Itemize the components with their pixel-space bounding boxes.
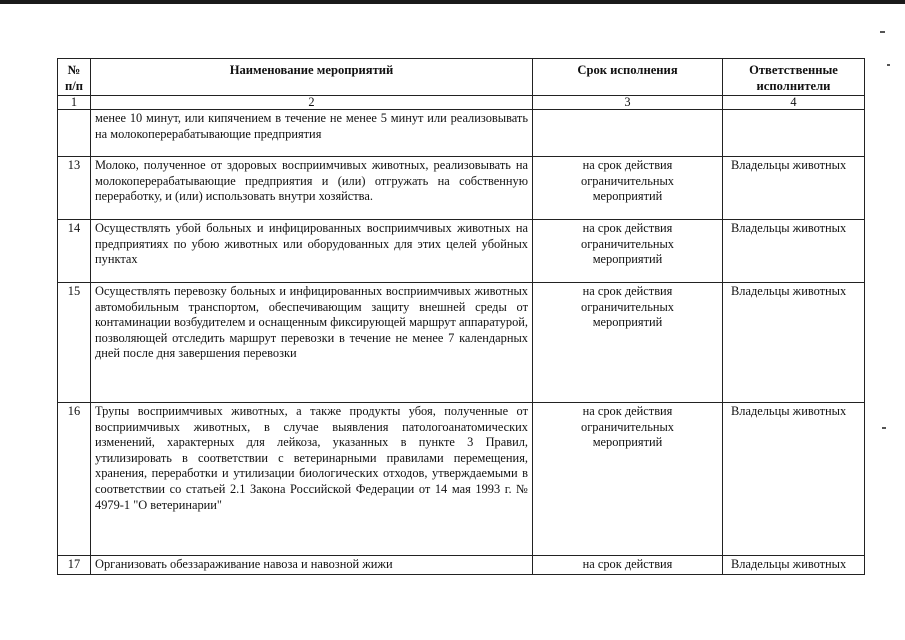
row-name: Молоко, полученное от здоровых восприимчивых животных, реализовывать на молокоперерабатывающие предприятия и (или) отгружать на собственную переработку, и (или) использовать внутри хозяйства.	[91, 157, 533, 220]
column-number: 4	[723, 96, 865, 110]
header-num: № п/п	[58, 59, 91, 96]
row-responsible: Владельцы животных	[723, 403, 865, 556]
row-num: 17	[58, 556, 91, 575]
row-num: 16	[58, 403, 91, 556]
scan-speck	[880, 31, 885, 33]
measures-table	[57, 58, 865, 575]
row-term: на срок действия ограничительных мероприятий	[533, 403, 723, 556]
scan-top-border	[0, 0, 905, 4]
row-responsible	[723, 110, 865, 157]
row-num: 15	[58, 283, 91, 403]
table-header-row	[58, 59, 865, 96]
row-name: Трупы восприимчивых животных, а также продукты убоя, полученные от восприимчивых животных, в случае выявления патологоанатомических изменений, характерных для лейкоза, указанных в пункте 3 Правил, утилизировать в соответствии с ветеринарными правилами перемещения, хранения, переработки и утилизации биологических отходов, утверждаемыми в соответствии со статьей 2.1 Закона Российской Федерации от 14 мая 1993 г. № 4979-1 "О ветеринарии"	[91, 403, 533, 556]
row-term: на срок действия ограничительных мероприятий	[533, 283, 723, 403]
row-responsible: Владельцы животных	[723, 283, 865, 403]
column-number: 3	[533, 96, 723, 110]
table-row	[58, 110, 865, 157]
table-row	[58, 403, 865, 556]
row-responsible: Владельцы животных	[723, 157, 865, 220]
table-row	[58, 283, 865, 403]
scan-speck	[887, 64, 890, 66]
header-responsible: Ответственные исполнители	[723, 59, 865, 96]
row-name: Организовать обеззараживание навоза и навозной жижи	[91, 556, 533, 575]
column-number: 1	[58, 96, 91, 110]
column-number: 2	[91, 96, 533, 110]
row-num	[58, 110, 91, 157]
row-name: Осуществлять убой больных и инфицированных восприимчивых животных на предприятиях по убою животных или оборудованных для этих целей убойных пунктах	[91, 220, 533, 283]
scan-speck	[882, 427, 886, 429]
row-responsible: Владельцы животных	[723, 220, 865, 283]
column-numbers-row	[58, 96, 865, 110]
row-term: на срок действия ограничительных мероприятий	[533, 220, 723, 283]
row-term	[533, 110, 723, 157]
header-name: Наименование мероприятий	[91, 59, 533, 96]
row-num: 14	[58, 220, 91, 283]
row-term: на срок действия	[533, 556, 723, 575]
row-name: менее 10 минут, или кипячением в течение не менее 5 минут или реализовывать на молокоперерабатывающие предприятия	[91, 110, 533, 157]
table-row	[58, 556, 865, 575]
row-name: Осуществлять перевозку больных и инфицированных восприимчивых животных автомобильным транспортом, обеспечивающим защиту внешней среды от контаминации возбудителем и оснащенным фиксирующей маршрут аппаратурой, позволяющей отследить маршрут перевозки в течение не менее 7 календарных дней после дня завершения перевозки	[91, 283, 533, 403]
row-responsible: Владельцы животных	[723, 556, 865, 575]
table-row	[58, 157, 865, 220]
row-term: на срок действия ограничительных мероприятий	[533, 157, 723, 220]
table-row	[58, 220, 865, 283]
header-term: Срок исполнения	[533, 59, 723, 96]
row-num: 13	[58, 157, 91, 220]
